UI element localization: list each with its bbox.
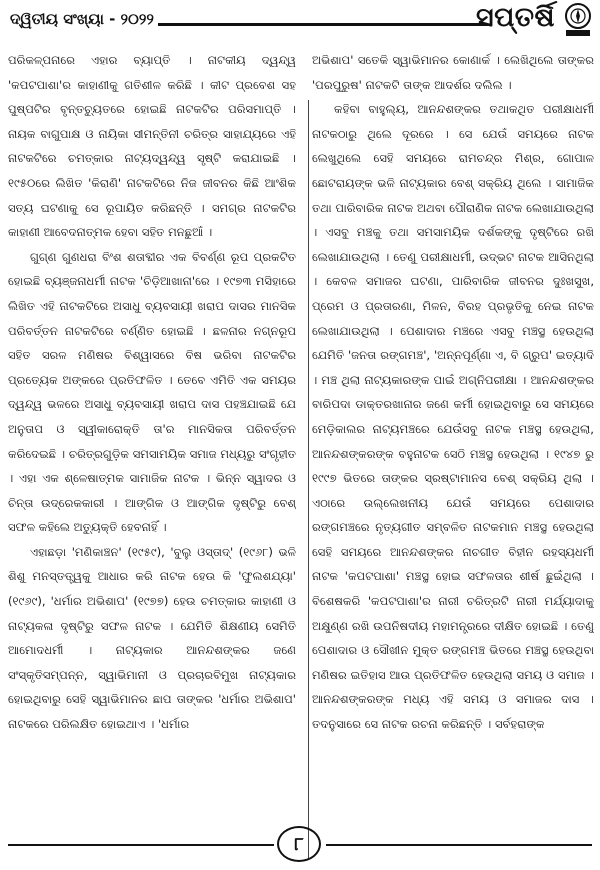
- footer-rule: [8, 844, 274, 846]
- header-rule: [158, 23, 488, 26]
- paragraph: ପରିକଳ୍ପନାରେ ଏହାର ବ୍ୟାପ୍ତି । ନାଟକୀୟ ଦ୍ୱନ୍ଦ୍ୱ 'କପଟପାଶା'ର କାହାଣୀକୁ ଗତିଶୀଳ କରିଛି । କୀଟ ପ୍ରବେଶ ସହ ପୁଷ୍ପଟିର ବୃନ୍ତଚ୍ୟୁତରେ ହୋଇଛି ନାଟକଟିର ପରିସମାପ୍ତି । ନାୟକ ବାଗୁପାକ୍ଷ ଓ ନାୟିକା ସୀମନ୍ତିନୀ ଚରିତ୍ର ସାହାଯ୍ୟରେ ଏହି ନାଟକଟିରେ ଚମତ୍କାର ନାଟ୍ୟଦ୍ୱନ୍ଦ୍ୱ ସୃଷ୍ଟି କରାଯାଇଛି । ୧୯୫୦ରେ ଲିଖିତ 'କିରାଣି' ନାଟକଟିରେ ନିଜ ଜୀବନର କିଛି ଆଂଶିକ ସତ୍ୟ ଘଟଣାକୁ ସେ ରୂପାୟିତ କରିଛନ୍ତି । ସମଗ୍ର ନାଟକଟିର କାହାଣୀ ଆବେଦନାତ୍ମକ ହେବା ସହିତ ମନଛୁଆଁ ।: [8, 53, 296, 240]
- paragraph: ଏହାଛଡ଼ା 'ମଣିକାଞ୍ଚନ' (୧୯୫୯), 'ବୁଲୁ ଓସ୍ତାଦ୍' (୧୯୬୮) ଭଳି ଶିଶୁ ମନସ୍ତତ୍ତ୍ୱକୁ ଆଧାର କରି ନାଟକ ହେଉ କି 'ଫୁଲଶଯ୍ୟା' (୧୯୬୯), 'ଧର୍ମାର ଅଭିଶାପ' (୧୯୭୭) ହେଉ ଚମତ୍କାର କାହାଣୀ ଓ ନାଟ୍ୟକଳା ଦୃଷ୍ଟିରୁ ସଫଳ ନାଟକ । ଯେମିତି ଶିକ୍ଷଣୀୟ ସେମିତି ଆମୋଦଧର୍ମୀ । ନାଟ୍ୟକାର ଆନନ୍ଦଶଙ୍କର ଜଣେ ସଂସ୍କୃତିସମ୍ପନ୍ନ, ସ୍ୱାଭିମାନୀ ଓ ପ୍ରଚାରବିମୁଖ ନାଟ୍ୟକାର ହୋଇଥିବାରୁ ସେହି ସ୍ୱାଭିମାନର ଛାପ ତାଙ୍କର 'ଧର୍ମାର ଅଭିଶାପ' ନାଟକରେ ପରିଲକ୍ଷିତ ହୋଇଥାଏ । 'ଧର୍ମାର: [8, 544, 296, 732]
- footer-rule: [326, 844, 592, 846]
- right-column: [312, 48, 594, 820]
- column-divider: [308, 100, 309, 860]
- page-number: ୮: [277, 826, 321, 862]
- article-body: [8, 48, 594, 820]
- paragraph: ଅଭିଶାପ' ସତେକି ସ୍ୱାଭିମାନର କୋଣାର୍କ । ଲେଖିଥିଲେ ତାଙ୍କର 'ପରପୁରୁଷ' ନାଟକଟି ତାଙ୍କ ଆଦର୍ଶର ଦଲିଲ ।: [312, 53, 594, 92]
- page-footer: [0, 822, 600, 868]
- round-emblem-icon: [562, 2, 594, 38]
- left-column: [8, 48, 296, 820]
- page-header: [8, 2, 592, 44]
- paragraph: କହିବା ବାହୁଲ୍ୟ, ଆନନ୍ଦଶଙ୍କର ତଥାକଥିତ ପରୀକ୍ଷାଧର୍ମୀ ନାଟକଠାରୁ ଥିଲେ ଦୂରରେ । ସେ ଯେଉଁ ସମୟରେ ନାଟକ ଲେଖୁଥିଲେ ସେହି ସମୟରେ ରାମଚନ୍ଦ୍ର ମିଶ୍ର, ଗୋପାଳ ଛୋଟରାୟଙ୍କ ଭଳି ନାଟ୍ୟକାର ବେଶ୍ ସକ୍ରିୟ ଥିଲେ । ସାମାଜିକ ତଥା ପାରିବାରିକ ନାଟକ ଅଥବା ପୌରାଣିକ ନାଟକ ଲେଖାଯାଉଥିଲା । ଏସବୁ ମଞ୍ଚକୁ ତଥା ସମସାମୟିକ ଦର୍ଶକଙ୍କୁ ଦୃଷ୍ଟିରେ ରଖି ଲେଖାଯାଉଥିଲା । ତେଣୁ ପରୀକ୍ଷାଧର୍ମୀ, ଉଦ୍ଭଟ ନାଟକ ଆସିନଥିଲା । କେବଳ ସମାଜର ଘଟଣା, ପାରିବାରିକ ଜୀବନର ଦୁଃଖସୁଖ, ପ୍ରେମ ଓ ପ୍ରତାରଣା, ମିଳନ, ବିରହ ପ୍ରଭୃତିକୁ ନେଇ ନାଟକ ଲେଖାଯାଉଥିଲା । ପେଶାଦାର ମଞ୍ଚରେ ଏସବୁ ମଞ୍ଚସ୍ଥ ହେଉଥିଲା ଯେମିତି 'ଜନତା ରଙ୍ଗମଞ୍ଚ', 'ଅନ୍ନପୂର୍ଣ୍ଣା ଏ, ବି ଗ୍ରୁପ' ଇତ୍ୟାଦି । ମଞ୍ଚ ଥିଲା ନାଟ୍ୟକାରଙ୍କ ପାଇଁ ଅଗ୍ନିପରୀକ୍ଷା । ଆନନ୍ଦଶଙ୍କର ବାରିପଦା ଡାକ୍ତରଖାନାର ଜଣେ କର୍ମୀ ହୋଇଥିବାରୁ ସେ ସମୟରେ ମେଡ଼ିକାଲର ନାଟ୍ୟମଞ୍ଚରେ ଯେଉଁସବୁ ନାଟକ ମଞ୍ଚସ୍ଥ ହେଉଥିଲା, ଆନନ୍ଦଶଙ୍କରଙ୍କ ବହୁନାଟକ ସେଠି ମଞ୍ଚସ୍ଥ ହେଉଥିଲା । ୧୯୪୭ ରୁ ୧୯୯୭ ଭିତରେ ତାଙ୍କର ସ୍ରଷ୍ଟାମାନସ ବେଶ୍ ସକ୍ରିୟ ଥିଲା । ଏଠାରେ ଉଲ୍ଲେଖନୀୟ ଯେଉଁ ସମୟରେ ପେଶାଦାର ରଙ୍ଗମଞ୍ଚରେ ନୃତ୍ୟଗୀତ ସମ୍ବଳିତ ନାଟକମାନ ମଞ୍ଚସ୍ଥ ହେଉଥିଲା ସେହି ସମୟରେ ଆନନ୍ଦଶଙ୍କର ନାଚଗୀତ ବିହୀନ ରହସ୍ୟଧର୍ମୀ ନାଟକ 'କପଟପାଶା' ମଞ୍ଚସ୍ଥ ହୋଇ ସଫଳତାର ଶୀର୍ଷ ଛୁଇଁଥିଲା । ବିଶେଷକରି 'କପଟପାଶା'ର ନାରୀ ଚରିତ୍ରଟି ନାରୀ ମର୍ଯ୍ୟାଦାକୁ ଅକ୍ଷୁଣ୍ଣ ରଖି ଉପନିଷଦୀୟ ମହାମନ୍ତ୍ରରେ ଦୀକ୍ଷିତ ହୋଇଛି । ତେଣୁ ପେଶାଦାର ଓ ସୌଖୀନ ମୁକ୍ତ ରଙ୍ଗମଞ୍ଚ ଭିତରେ ମଞ୍ଚସ୍ଥ ହେଉଥିବା ମଣିଷର ଇତିହାସ ଆଉ ପ୍ରତିଫଳିତ ହେଉଥିଲା ସମୟ ଓ ସମାଜ । ଆନନ୍ଦଶଙ୍କରଙ୍କ ମଧ୍ୟ ଏହି ସମୟ ଓ ସମାଜର ଦାସ । ତଦନୁସାରେ ସେ ନାଟକ ରଚନା କରିଛନ୍ତି । ସର୍ବହରାଙ୍କ: [312, 102, 594, 732]
- magazine-title: ସପ୍ତର୍ଷି: [476, 2, 555, 33]
- issue-label: ଦ୍ୱିତୀୟ ସଂଖ୍ୟା - ୨୦୨୨: [10, 10, 154, 28]
- paragraph: ଗୁଗ୍ଣ ଗୁଣଧରା ବିଂଶ ଶତାବ୍ଦୀର ଏକ ବିବର୍ଣ୍ଣ ରୂପ ପ୍ରକଟିତ ହୋଇଛି ବ୍ୟଞ୍ଜନାଧର୍ମୀ ନାଟକ 'ଚିଡ଼ିଆଖାନା'ରେ । ୧୯୭୩ ମସିହାରେ ଲିଖିତ ଏହି ନାଟକଟିରେ ଅସାଧୁ ବ୍ୟବସାୟୀ ଖରାପ ଦାସର ମାନସିକ ପରିବର୍ତ୍ତନ ନାଟକଟିରେ ବର୍ଣ୍ଣିତ ହୋଇଛି । ଛଳନାର ନଗ୍ନରୂପ ସହିତ ସରଳ ମଣିଷର ବିଶ୍ୱାସରେ ବିଷ ଭରିବା ନାଟକଟିର ପ୍ରତ୍ୟେକ ଅଙ୍କରେ ପ୍ରତିଫଳିତ । ତେବେ ଏମିତି ଏକ ସମୟର ଦ୍ୱନ୍ଦ୍ୱ ଭଳରେ ଅସାଧୁ ବ୍ୟବସାୟୀ ଖରାପ ଦାସ ପହଞ୍ଚଯାଇଛି ଯେ ଅନୁତାପ ଓ ସ୍ୱୀକାରୋକ୍ତି ତା'ର ମାନସିକତା ପରିବର୍ତ୍ତନ କରିଦେଇଛି । ଚରିତ୍ରଗୁଡ଼ିକ ସମସାମୟିକ ସମାଜ ମଧ୍ୟରୁ ସଂଗୃହୀତ । ଏହା ଏକ ଶ୍ଳେଷାତ୍ମକ ସାମାଜିକ ନାଟକ । ଭିନ୍ନ ସ୍ୱାଦର ଓ ଚିନ୍ତା ଉଦ୍ରେକକାରୀ । ଆଙ୍ଗିକ ଓ ଆଙ୍ଗିକ ଦୃଷ୍ଟିରୁ ବେଶ୍ ସଫଳ କହିଲେ ଅତ୍ୟୁକ୍ତି ହେବନାହିଁ ।: [8, 249, 296, 535]
